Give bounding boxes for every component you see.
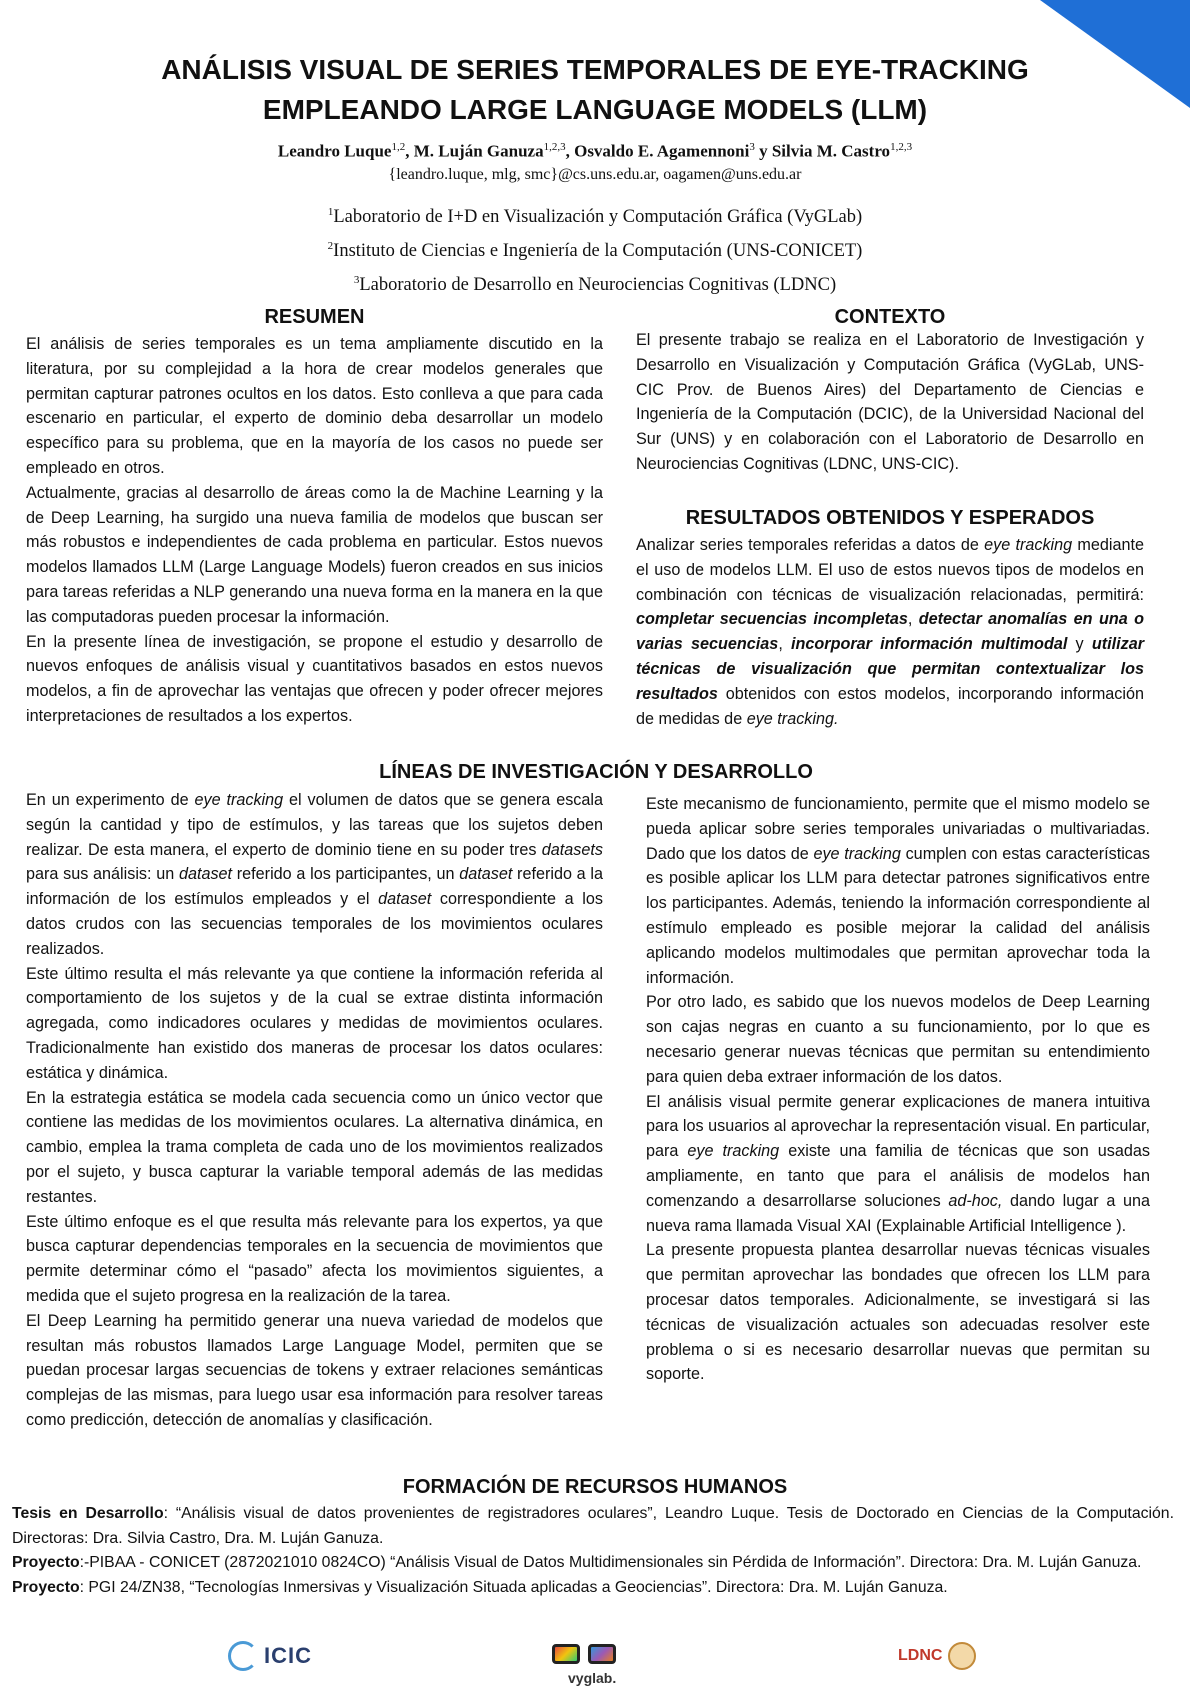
text-run: correspondiente a los datos crudos con las secuencias temporales de los movimientos oculares realizados. (26, 890, 603, 958)
formacion-item-label: Tesis en Desarrollo (12, 1505, 164, 1522)
formacion-item (12, 1551, 1174, 1576)
text-run: para sus análisis: un (26, 865, 179, 884)
affiliation-line (60, 198, 1130, 232)
formacion-item (12, 1502, 1174, 1551)
resultados-paragraph (636, 533, 1144, 731)
lineas-left-column (26, 788, 603, 1433)
text-run: Analizar series temporales referidas a datos de (636, 536, 985, 554)
glasses-icon (552, 1644, 618, 1686)
affiliation-marker: 3 (353, 274, 360, 287)
text-run: existe una familia de técnicas que son usadas ampliamente, en tanto que para el análisis de modelos han comenzando a desarrollarse soluciones (646, 1142, 1150, 1210)
text-run: el volumen de datos que se genera escala según la cantidad y tipo de estímulos, y las tareas que los sujetos deben realizar. De esta manera, el experto de dominio tiene en su poder tres (26, 791, 603, 859)
author-affiliation-marker: 1,2,3 (890, 141, 913, 153)
icic-mark-icon (228, 1641, 258, 1671)
vyglab-logo (552, 1636, 622, 1686)
ldnc-logo (898, 1636, 976, 1676)
lineas-paragraph: Este último resulta el más relevante ya que contiene la información referida al comportamiento de los sujetos y de la cual se extrae distinta información agregada, como indicadores oculares y medidas de movimientos oculares. Tradicionalmente han existido dos maneras de procesar los datos oculares: estática y dinámica. (26, 964, 603, 1082)
author-affiliation-marker: 1,2 (391, 141, 406, 153)
text-run: , (778, 635, 792, 654)
formacion-heading: FORMACIÓN DE RECURSOS HUMANOS (402, 1476, 788, 1498)
author-name: Leandro Luque (277, 141, 392, 161)
affiliation-marker: 2 (327, 240, 334, 253)
text-run: y (1067, 635, 1092, 654)
text-run: cumplen con estas características es posible aplicar los LLM para detectar patrones significativos entre los participantes. Además, teniendo la información correspondiente al estímulo empleado es posible mejorar la calidad del análisis aplicando modelos multimodales que permitan aprovechar toda la información. (646, 844, 1150, 987)
formacion-body (12, 1502, 1174, 1600)
formacion-item-label: Proyecto (12, 1578, 80, 1596)
text-run-italic: dataset (378, 890, 432, 909)
text-run: El análisis visual permite generar explicaciones de manera intuitiva para los usuarios al aprovechar la representación visual. En particular, para (646, 1092, 1150, 1161)
author-separator: y (754, 141, 772, 161)
author-affiliation-marker: 1,2,3 (543, 141, 566, 153)
text-run: dando lugar a una nueva rama llamada Visual XAI (Explainable Artificial Intelligence ). (646, 1191, 1150, 1235)
resumen-heading: RESUMEN (264, 306, 365, 328)
resumen-paragraph: El análisis de series temporales es un tema ampliamente discutido en la literatura, por su complejidad a la hora de crear modelos generales que permitan capturar patrones ocultos en los datos. Esto conlleva a que para cada escenario en particular, el experto de dominio deba desarrollar un modelo específico para su problema, que en la mayoría de los casos no puede ser empleado en otros. (26, 335, 603, 477)
icic-logo (228, 1636, 312, 1676)
resultados-body (636, 533, 1144, 731)
contexto-body (636, 328, 1144, 477)
vyglab-logo-text: vyglab. (568, 1670, 617, 1686)
resumen-paragraph: Actualmente, gracias al desarrollo de áreas como la de Machine Learning y la de Deep Learning, ha surgido una nueva familia de modelos que buscan ser más robustos e independientes de cada problema en particular. Estos nuevos modelos llamados LLM (Large Language Models) fueron creados en sus inicios para tareas referidas a NLP generando una nueva forma en la manera en la que las computadoras pueden procesar la información. (26, 483, 603, 626)
author-emails: {leandro.luque, mlg, smc}@cs.uns.edu.ar, oagamen@uns.edu.ar (388, 166, 802, 183)
resumen-body (26, 332, 603, 729)
affiliation-text: Instituto de Ciencias e Ingeniería de la Computación (UNS-CONICET) (333, 241, 863, 262)
text-run-italic: eye tracking (687, 1142, 780, 1161)
lineas-paragraph (646, 792, 1150, 990)
affiliation-line (60, 232, 1130, 266)
text-run-italic: eye tracking. (746, 709, 839, 728)
title-line-1: ANÁLISIS VISUAL DE SERIES TEMPORALES DE EYE-TRACKING (161, 54, 1029, 85)
author-separator: , (565, 141, 575, 161)
text-run-italic: eye tracking (984, 536, 1073, 554)
text-run: mediante el uso de modelos LLM. El uso de estos nuevos tipos de modelos en combinación con técnicas de visualización relacionadas, permitirá: (636, 536, 1145, 604)
lineas-paragraph (646, 1090, 1150, 1239)
author-name: M. Luján Ganuza (413, 141, 544, 161)
text-run: referido a los participantes, un (232, 865, 460, 884)
lineas-heading: LÍNEAS DE INVESTIGACIÓN Y DESARROLLO (379, 761, 813, 783)
text-run-bold-italic: completar secuencias incompletas (636, 610, 908, 629)
formacion-item-text: : PGI 24/ZN38, “Tecnologías Inmersivas y Visualización Situada aplicadas a Geociencias”. Directora: Dra. M. Luján Ganuza. (79, 1578, 948, 1596)
author-name: Osvaldo E. Agamennoni (574, 141, 750, 161)
text-run: En un experimento de (26, 791, 195, 809)
glasses-lens-right (588, 1644, 616, 1664)
text-run-italic: eye tracking (194, 791, 284, 809)
contexto-heading: CONTEXTO (834, 306, 946, 328)
lineas-paragraph: Este último enfoque es el que resulta más relevante para los expertos, ya que busca capturar dependencias temporales en la secuencia de movimientos que permite determinar cómo el “pasado” afecta los movimientos siguientes, a medida que el sujeto progresa en la realización de la tarea. (26, 1212, 603, 1305)
text-run: Este mecanismo de funcionamiento, permite que el mismo modelo se pueda aplicar sobre series temporales univariadas o multivariadas. Dado que los datos de (646, 795, 1150, 863)
text-run: referido a la información de los estímulos empleados y el (26, 865, 603, 909)
text-run-italic: datasets (541, 840, 603, 859)
contexto-paragraph: El presente trabajo se realiza en el Laboratorio de Investigación y Desarrollo en Visualización y Computación Gráfica (VyGLab, UNS-CIC Prov. de Buenos Aires) del Departamento de Ciencias e Ingeniería de la Computación (DCIC), de la Universidad Nacional del Sur (UNS) y en colaboración con el Laboratorio de Desarrollo en Neurociencias Cognitivas (LDNC, UNS-CIC). (636, 331, 1144, 473)
lineas-right-column (646, 792, 1150, 1387)
formacion-item-label: Proyecto (12, 1554, 80, 1571)
affiliation-text: Laboratorio de I+D en Visualización y Computación Gráfica (VyGLab) (333, 207, 863, 228)
resultados-heading: RESULTADOS OBTENIDOS Y ESPERADOS (685, 507, 1095, 529)
poster-title (60, 50, 1130, 130)
lineas-paragraph: En la estrategia estática se modela cada secuencia como un único vector que contiene las medidas de los movimientos oculares. La alternativa dinámica, en cambio, emplea la trama completa de cada uno de los movimientos realizados por el sujeto, y busca capturar la variable temporal además de las medidas restantes. (26, 1088, 603, 1206)
affiliation-marker: 1 (327, 206, 334, 218)
affiliation-line (60, 266, 1130, 300)
text-run-italic: eye tracking (813, 844, 901, 863)
text-run-bold-italic: utilizar técnicas de visualización que permitan contextualizar los resultados (636, 635, 1145, 703)
lineas-paragraph: La presente propuesta plantea desarrollar nuevas técnicas visuales que permitan aprovechar las bondades que ofrecen los LLM para procesar datos temporales. Adicionalmente, se investigará si las técnicas de visualización actuales son adecuadas resolver este problema o si es necesario desarrollar nuevas que permitan su soporte. (646, 1241, 1150, 1384)
icic-logo-text: ICIC (264, 1643, 312, 1668)
text-run-bold-italic: detectar anomalías en una o varias secuencias (636, 610, 1145, 654)
lineas-paragraph: El Deep Learning ha permitido generar una nueva variedad de modelos que resultan más robustos llamados Large Language Model, permiten que se puedan procesar largas secuencias de tokens y extraer relaciones semánticas complejas de las mismas, para luego usar esa información para resolver tareas como predicción, detección de anomalías y clasificación. (26, 1311, 603, 1429)
ldnc-logo-text: LDNC (898, 1647, 943, 1664)
author-separator: , (405, 141, 414, 161)
formacion-item-text: :-PIBAA - CONICET (2872021010 0824CO) “Análisis Visual de Datos Multidimensionales sin Pérdida de Información”. Directora: Dra. M. Luján Ganuza. (79, 1554, 1142, 1571)
lineas-paragraph: Por otro lado, es sabido que los nuevos modelos de Deep Learning son cajas negras en cuanto a su funcionamiento, por lo que es necesario generar nuevas técnicas que permitan su entendimiento para quien deba extraer información de los datos. (646, 993, 1150, 1086)
formacion-item (12, 1576, 1174, 1601)
text-run-italic: ad-hoc, (948, 1191, 1003, 1210)
author-list (60, 136, 1130, 163)
formacion-item-text: : “Análisis visual de datos provenientes de registradores oculares”, Leandro Luque. Tesis de Doctorado en Ciencias de la Computación. Directoras: Dra. Silvia Castro, Dra. M. Luján Ganuza. (12, 1505, 1174, 1547)
glasses-lens-left (552, 1644, 580, 1664)
author-affiliation-marker: 3 (749, 141, 755, 153)
lineas-paragraph (26, 788, 603, 962)
text-run-italic: dataset (459, 865, 513, 884)
title-line-2: EMPLEANDO LARGE LANGUAGE MODELS (LLM) (262, 94, 928, 125)
text-run-italic: dataset (178, 865, 233, 884)
text-run-bold-italic: incorporar información multimodal (791, 635, 1068, 654)
affiliations (60, 198, 1130, 300)
author-name: Silvia M. Castro (771, 141, 891, 161)
resumen-paragraph: En la presente línea de investigación, se propone el estudio y desarrollo de nuevos enfoques de análisis visual y cuantitativos basados en estos nuevos modelos, a fin de aprovechar las ventajas que ofrecen y poder ofrecer mejores interpretaciones de resultados a los expertos. (26, 632, 603, 725)
seal-icon (948, 1642, 976, 1670)
text-run: , (907, 610, 919, 629)
text-run: obtenidos con estos modelos, incorporando información de medidas de (636, 684, 1144, 728)
affiliation-text: Laboratorio de Desarrollo en Neurociencias Cognitivas (LDNC) (359, 275, 837, 296)
